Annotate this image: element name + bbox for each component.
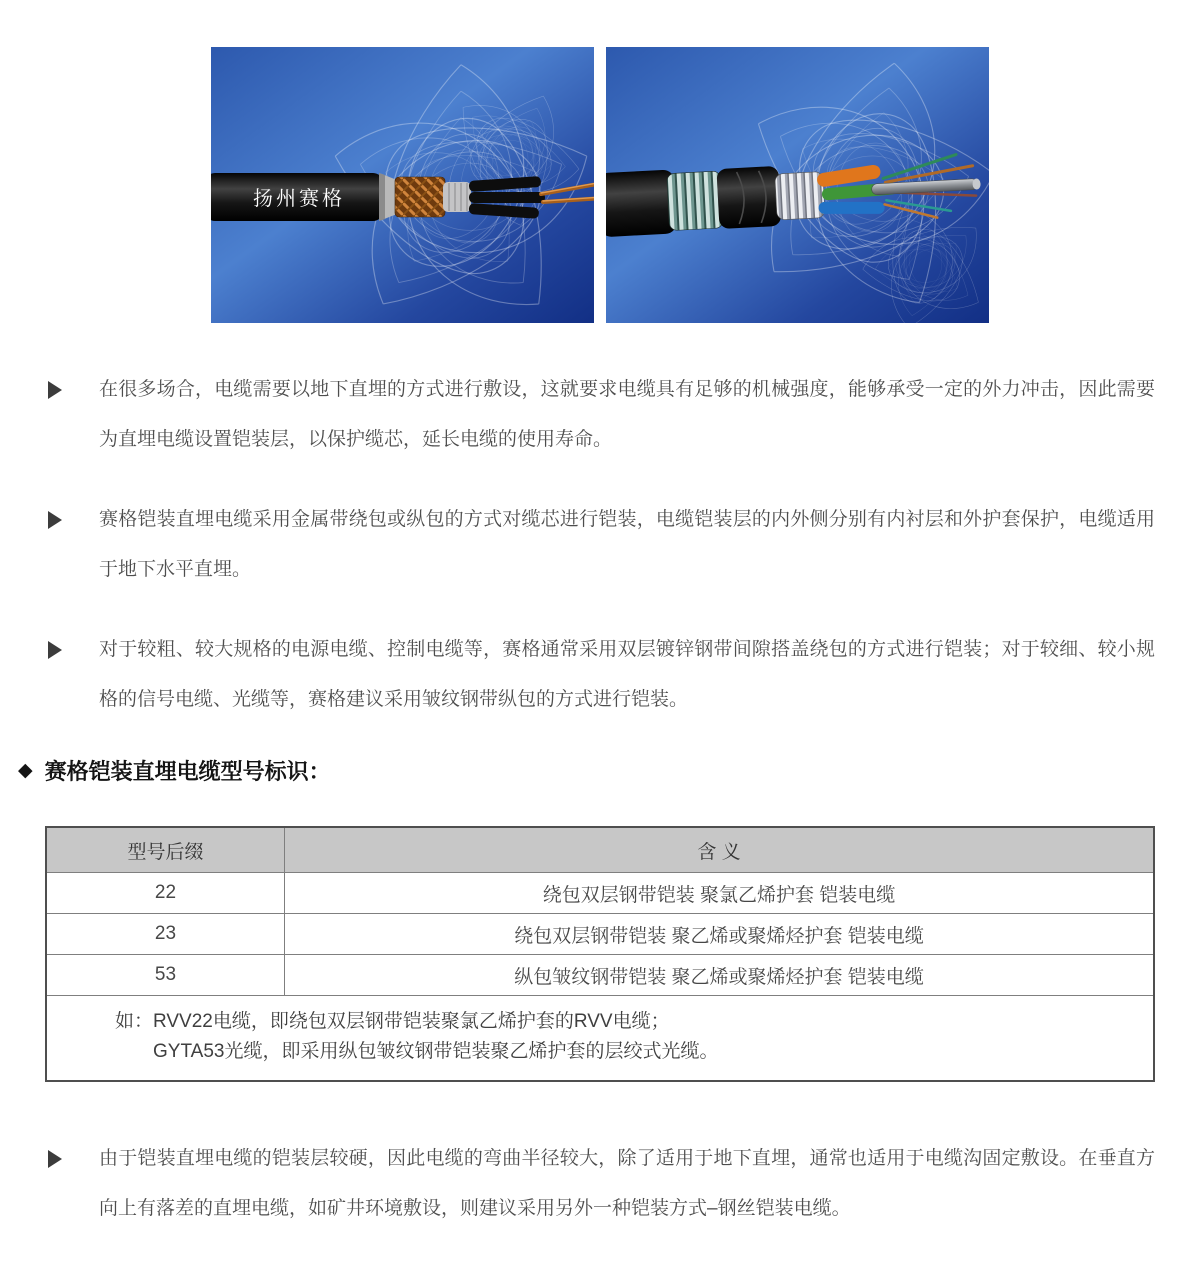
cable-brand-print: 扬州赛格 bbox=[253, 188, 345, 210]
armored-cable-photo bbox=[211, 47, 594, 323]
footer-paragraph-block bbox=[48, 1134, 1155, 1234]
section-title: 赛格铠装直埋电缆型号标识： bbox=[44, 759, 331, 784]
section-header bbox=[18, 755, 1155, 786]
suffix-cell: 22 bbox=[46, 873, 285, 914]
fiber-cable-photo bbox=[606, 47, 989, 323]
table-row bbox=[46, 873, 1154, 914]
model-suffix-table bbox=[45, 826, 1155, 1082]
note-line-1: 如：RVV22电缆，即绕包双层钢带铠装聚氯乙烯护套的RVV电缆； bbox=[115, 1011, 670, 1032]
header-suffix: 型号后缀 bbox=[46, 827, 285, 873]
intro-paragraphs bbox=[48, 365, 1155, 725]
bullet-paragraph-4 bbox=[48, 1134, 1155, 1234]
table-note-row bbox=[46, 996, 1154, 1082]
note-cell bbox=[46, 996, 1154, 1082]
triangle-bullet-icon bbox=[48, 641, 76, 659]
paragraph-text: 由于铠装直埋电缆的铠装层较硬，因此电缆的弯曲半径较大，除了适用于地下直埋，通常也适用于电缆沟固定敷设。在垂直方向上有落差的直埋电缆，如矿井环境敷设，则建议采用另外一种铠装方式–钢丝铠装电缆。 bbox=[99, 1148, 1155, 1219]
triangle-bullet-icon bbox=[48, 511, 76, 529]
note-line-2: GYTA53光缆，即采用纵包皱纹钢带铠装聚乙烯护套的层绞式光缆。 bbox=[153, 1041, 719, 1062]
bullet-paragraph-3 bbox=[48, 625, 1155, 725]
suffix-cell: 23 bbox=[46, 914, 285, 955]
table-row bbox=[46, 914, 1154, 955]
suffix-cell: 53 bbox=[46, 955, 285, 996]
paragraph-text: 对于较粗、较大规格的电源电缆、控制电缆等，赛格通常采用双层镀锌钢带间隙搭盖绕包的方式进行铠装；对于较细、较小规格的信号电缆、光缆等，赛格建议采用皱纹钢带纵包的方式进行铠装。 bbox=[99, 639, 1155, 710]
triangle-bullet-icon bbox=[48, 1150, 76, 1168]
product-photos-row bbox=[0, 0, 1200, 323]
table-row bbox=[46, 955, 1154, 996]
meaning-cell: 绕包双层钢带铠装 聚氯乙烯护套 铠装电缆 bbox=[285, 873, 1155, 914]
paragraph-text: 赛格铠装直埋电缆采用金属带绕包或纵包的方式对缆芯进行铠装，电缆铠装层的内外侧分别有内衬层和外护套保护，电缆适用于地下水平直埋。 bbox=[99, 509, 1155, 580]
meaning-cell: 纵包皱纹钢带铠装 聚乙烯或聚烯烃护套 铠装电缆 bbox=[285, 955, 1155, 996]
meaning-cell: 绕包双层钢带铠装 聚乙烯或聚烯烃护套 铠装电缆 bbox=[285, 914, 1155, 955]
bullet-paragraph-2 bbox=[48, 495, 1155, 595]
paragraph-text: 在很多场合，电缆需要以地下直埋的方式进行敷设，这就要求电缆具有足够的机械强度，能够承受一定的外力冲击，因此需要为直埋电缆设置铠装层，以保护缆芯，延长电缆的使用寿命。 bbox=[99, 379, 1155, 450]
diamond-bullet-icon: ◆ bbox=[18, 760, 33, 781]
table-header-row bbox=[46, 827, 1154, 873]
triangle-bullet-icon bbox=[48, 381, 76, 399]
stripped-cable-illustration bbox=[211, 173, 594, 221]
bullet-paragraph-1 bbox=[48, 365, 1155, 465]
header-meaning: 含 义 bbox=[285, 827, 1155, 873]
